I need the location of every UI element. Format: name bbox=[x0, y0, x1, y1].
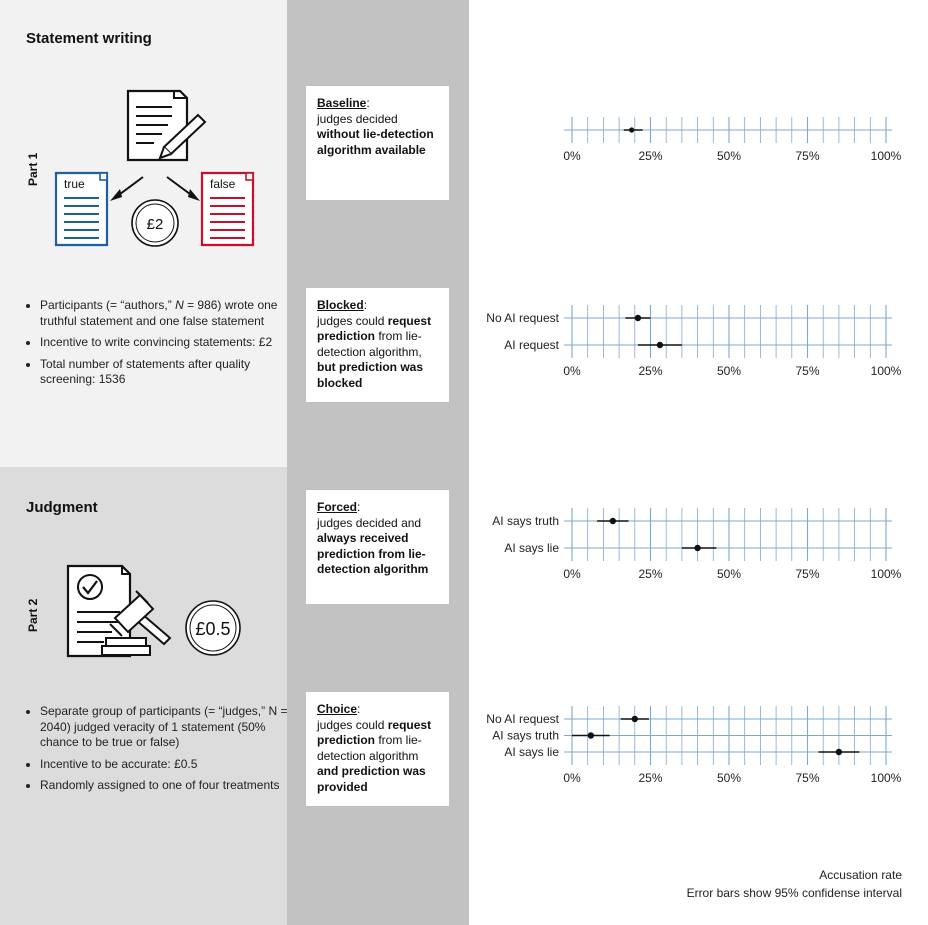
part2-bullets bbox=[24, 704, 290, 800]
treatment-emphasis: request prediction bbox=[317, 717, 432, 748]
treatment-name: Blocked bbox=[317, 298, 364, 312]
category-label: AI says lie bbox=[504, 745, 559, 759]
category-label: AI says lie bbox=[504, 541, 559, 555]
x-tick-label: 100% bbox=[870, 567, 902, 581]
chart-choice bbox=[470, 703, 928, 791]
judgment-icon bbox=[60, 560, 250, 670]
treatment-box-forced: Forced: judges decided and always received prediction from lie-detection algorithm bbox=[306, 490, 449, 604]
treatment-box-choice: Choice: judges could request prediction from lie-detection algorithm and prediction was provided bbox=[306, 692, 449, 806]
data-point bbox=[588, 732, 594, 738]
x-tick-label: 50% bbox=[716, 771, 742, 785]
chart-baseline bbox=[470, 100, 928, 180]
chart-forced bbox=[470, 500, 928, 590]
part2-panel bbox=[0, 467, 287, 925]
x-tick-label: 25% bbox=[638, 771, 663, 785]
chart-blocked bbox=[470, 297, 928, 387]
treatment-name: Choice bbox=[317, 702, 358, 716]
treatment-emphasis: request prediction bbox=[317, 313, 432, 344]
treatment-box-blocked: Blocked: judges could request prediction from lie-detection algorithm, but prediction was blocked bbox=[306, 288, 449, 402]
statement-writing-icon bbox=[50, 85, 265, 255]
arrow-right-icon bbox=[167, 177, 200, 201]
data-point bbox=[635, 315, 641, 321]
category-label: AI says truth bbox=[492, 514, 559, 528]
data-point bbox=[632, 716, 638, 722]
x-tick-label: 75% bbox=[795, 771, 820, 785]
category-label: No AI request bbox=[486, 311, 559, 325]
n-symbol: N bbox=[175, 298, 184, 312]
x-tick-label: 25% bbox=[638, 149, 663, 163]
part1-title: Statement writing bbox=[26, 30, 152, 47]
x-axis-title: Accusation rate bbox=[819, 868, 902, 882]
x-tick-label: 0% bbox=[563, 771, 581, 785]
treatment-text: judges could bbox=[317, 717, 385, 732]
list-item: • Participants (= “authors,” N = 986) wrote one truthful statement and one false statement bbox=[40, 298, 290, 329]
data-point bbox=[694, 545, 700, 551]
x-tick-label: 100% bbox=[870, 771, 902, 785]
treatment-name: Forced bbox=[317, 500, 358, 514]
treatment-text: from lie-detection algorithm bbox=[317, 733, 422, 763]
coin-label: £0.5 bbox=[195, 619, 231, 639]
coin-label: £2 bbox=[146, 216, 164, 233]
x-tick-label: 25% bbox=[638, 364, 663, 378]
x-tick-label: 100% bbox=[870, 149, 902, 163]
x-tick-label: 25% bbox=[638, 567, 663, 581]
category-label: AI request bbox=[504, 338, 559, 352]
data-point bbox=[836, 749, 842, 755]
category-label: No AI request bbox=[486, 712, 559, 726]
treatment-text: from lie-detection algorithm, bbox=[317, 329, 422, 359]
treatment-emphasis: and prediction was provided bbox=[317, 764, 426, 794]
treatment-text: judges decided bbox=[317, 111, 398, 126]
x-tick-label: 0% bbox=[563, 364, 581, 378]
x-tick-label: 50% bbox=[716, 149, 742, 163]
check-circle-icon bbox=[78, 575, 102, 599]
false-label: false bbox=[210, 177, 236, 191]
part1-label: Part 1 bbox=[26, 152, 40, 186]
true-label: true bbox=[64, 177, 85, 191]
treatment-name: Baseline bbox=[317, 96, 367, 110]
x-tick-label: 0% bbox=[563, 149, 581, 163]
part2-title: Judgment bbox=[26, 499, 98, 516]
treatment-text: judges decided and bbox=[317, 515, 422, 530]
treatment-emphasis: always received prediction from lie-detection algorithm bbox=[317, 531, 429, 577]
x-tick-label: 50% bbox=[716, 567, 742, 581]
treatment-box-baseline: Baseline: judges decided without lie-detection algorithm available bbox=[306, 86, 449, 200]
list-item: • Incentive to write convincing statements: £2 bbox=[40, 335, 290, 351]
x-tick-label: 100% bbox=[870, 364, 902, 378]
category-label: AI says truth bbox=[492, 728, 559, 743]
data-point bbox=[610, 518, 616, 524]
data-point bbox=[657, 342, 663, 348]
treatment-emphasis: but prediction was blocked bbox=[317, 360, 424, 390]
x-tick-label: 75% bbox=[795, 567, 820, 581]
treatment-emphasis: without lie-detection algorithm available bbox=[317, 127, 434, 157]
list-item: • Separate group of participants (= “judges,” N = 2040) judged veracity of 1 statement (50% chance to be true or false) bbox=[40, 704, 290, 751]
writing-document-icon bbox=[128, 91, 187, 160]
list-item: • Randomly assigned to one of four treatments bbox=[40, 778, 290, 794]
error-bar-note: Error bars show 95% confidense interval bbox=[686, 886, 902, 900]
x-tick-label: 75% bbox=[795, 364, 820, 378]
list-item: • Incentive to be accurate: £0.5 bbox=[40, 757, 290, 773]
data-point bbox=[629, 127, 634, 132]
arrow-left-icon bbox=[110, 177, 143, 201]
x-tick-label: 75% bbox=[795, 149, 820, 163]
part1-bullets bbox=[24, 298, 290, 394]
treatment-text: judges could bbox=[317, 313, 385, 328]
part2-label: Part 2 bbox=[26, 598, 40, 632]
x-tick-label: 0% bbox=[563, 567, 581, 581]
x-tick-label: 50% bbox=[716, 364, 742, 378]
list-item: • Total number of statements after quality screening: 1536 bbox=[40, 357, 290, 388]
